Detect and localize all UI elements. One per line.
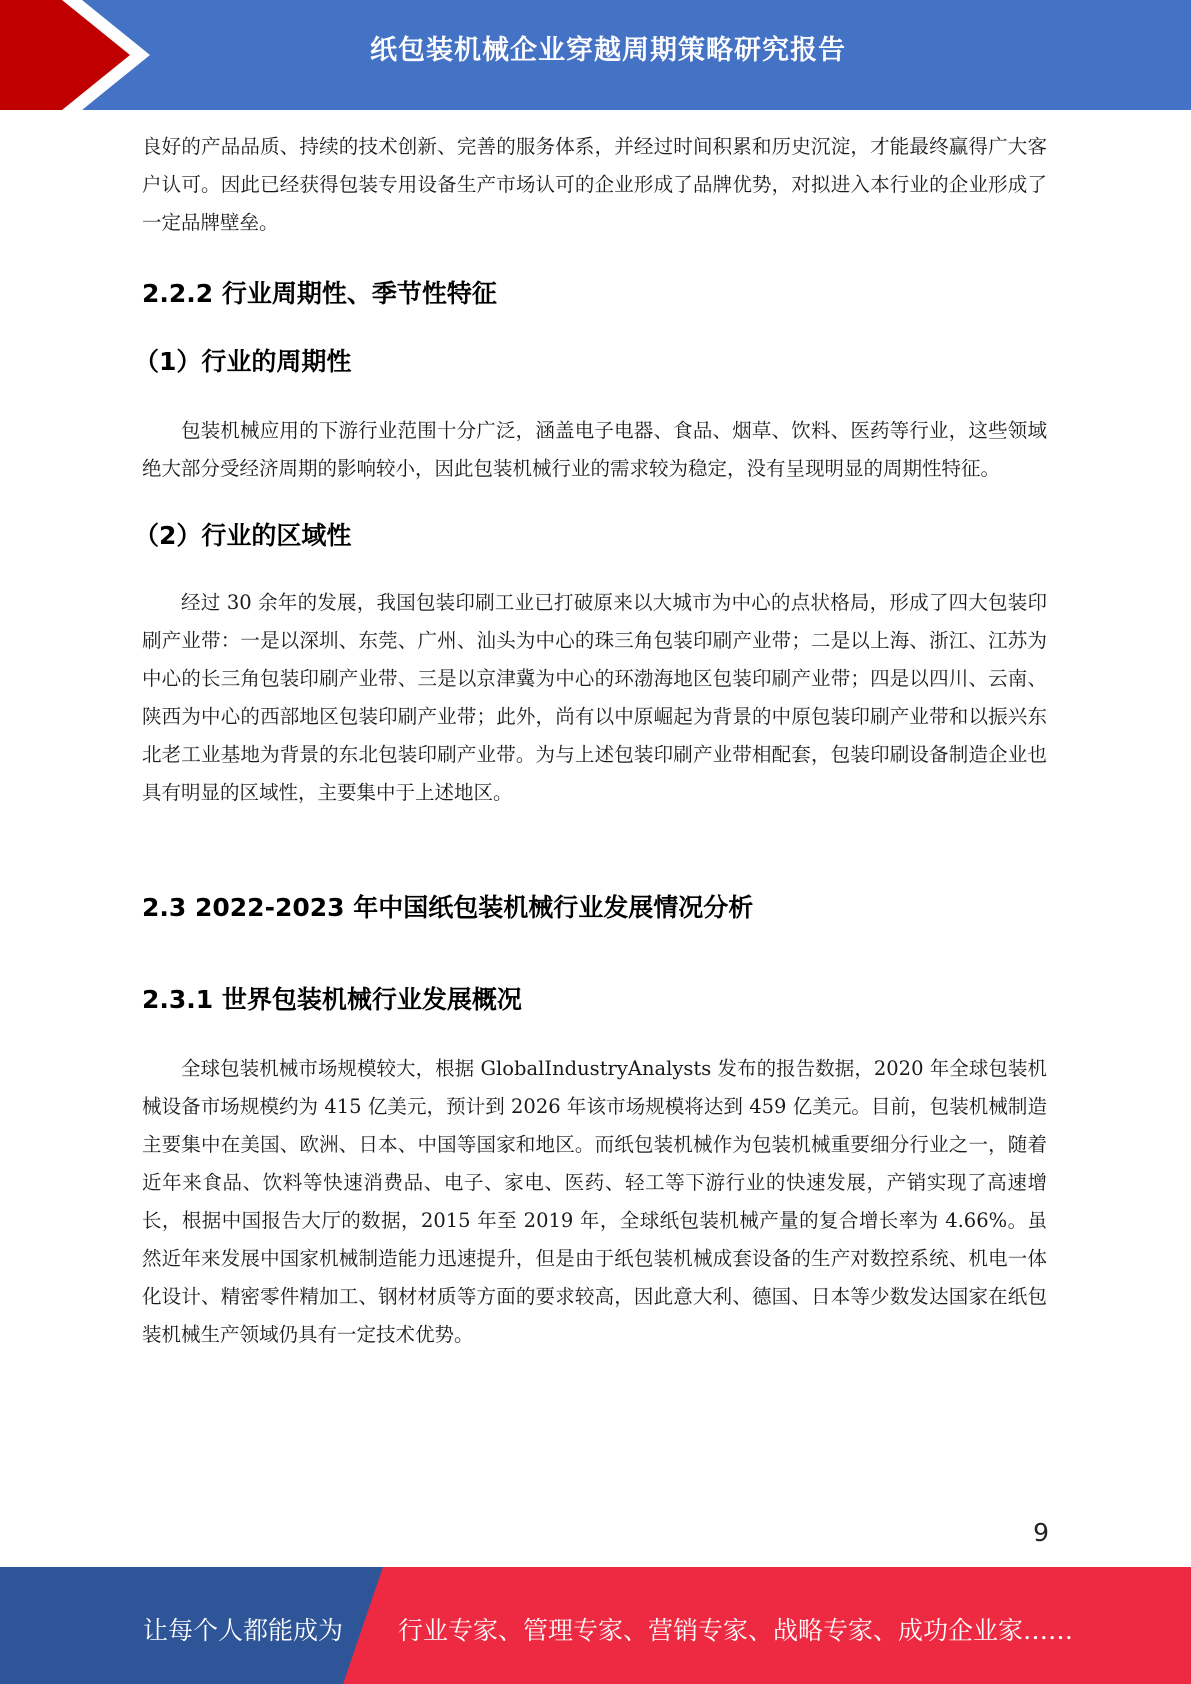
section-2-2-2-heading: 2.2.2 行业周期性、季节性特征 (142, 279, 497, 308)
intro-paragraph: 良好的产品品质、持续的技术创新、完善的服务体系，并经过时间积累和历史沉淀，才能最终赢得广大客户认可。因此已经获得包装专用设备生产市场认可的企业形成了品牌优势，对拟进入本行业的企业形成了一定品牌壁垒。 (142, 135, 1047, 234)
page-header (0, 0, 1191, 110)
section-2-3-1-heading: 2.3.1 世界包装机械行业发展概况 (142, 985, 522, 1014)
page-number: 9 (1033, 1518, 1049, 1547)
footer-slogan-right: 行业专家、管理专家、营销专家、战略专家、成功企业家…… (398, 1616, 1074, 1645)
subsection-cyclicality-heading: （1）行业的周期性 (134, 347, 352, 376)
footer-slogan-left: 让每个人都能成为 (143, 1616, 344, 1645)
regionality-paragraph: 经过 30 余年的发展，我国包装印刷工业已打破原来以大城市为中心的点状格局，形成了四大包装印刷产业带：一是以深圳、东莞、广州、汕头为中心的珠三角包装印刷产业带；二是以上海、浙江、江苏为中心的长三角包装印刷产业带、三是以京津冀为中心的环渤海地区包装印刷产业带；四是以四川、云南、陕西为中心的西部地区包装印刷产业带；此外，尚有以中原崛起为背景的中原包装印刷产业带和以振兴东北老工业基地为背景的东北包装印刷产业带。为与上述包装印刷产业带相配套，包装印刷设备制造企业也具有明显的区域性，主要集中于上述地区。 (142, 591, 1047, 804)
world-packaging-paragraph: 全球包装机械市场规模较大，根据 GlobalIndustryAnalysts 发布的报告数据，2020 年全球包装机械设备市场规模约为 415 亿美元，预计到 2026 年该市场规模将达到 459 亿美元。目前，包装机械制造主要集中在美国、欧洲、日本、中国等国家和地区。而纸包装机械作为包装机械重要细分行业之一，随着近年来食品、饮料等快速消费品、电子、家电、医药、轻工等下游行业的快速发展，产销实现了高速增长，根据中国报告大厅的数据，2015 年至 2019 年，全球纸包装机械产量的复合增长率为 4.66%。虽然近年来发展中国家机械制造能力迅速提升，但是由于纸包装机械成套设备的生产对数控系统、机电一体化设计、精密零件精加工、钢材材质等方面的要求较高，因此意大利、德国、日本等少数发达国家在纸包装机械生产领域仍具有一定技术优势。 (142, 1057, 1047, 1346)
subsection-regionality-heading: （2）行业的区域性 (134, 521, 352, 550)
page-footer (0, 1567, 1191, 1684)
cyclicality-paragraph: 包装机械应用的下游行业范围十分广泛，涵盖电子电器、食品、烟草、饮料、医药等行业，这些领域绝大部分受经济周期的影响较小，因此包装机械行业的需求较为稳定，没有呈现明显的周期性特征。 (142, 419, 1047, 480)
section-2-3-heading: 2.3 2022-2023 年中国纸包装机械行业发展情况分析 (142, 893, 754, 922)
document-body (134, 128, 1047, 1354)
header-title: 纸包装机械企业穿越周期策略研究报告 (370, 35, 846, 66)
